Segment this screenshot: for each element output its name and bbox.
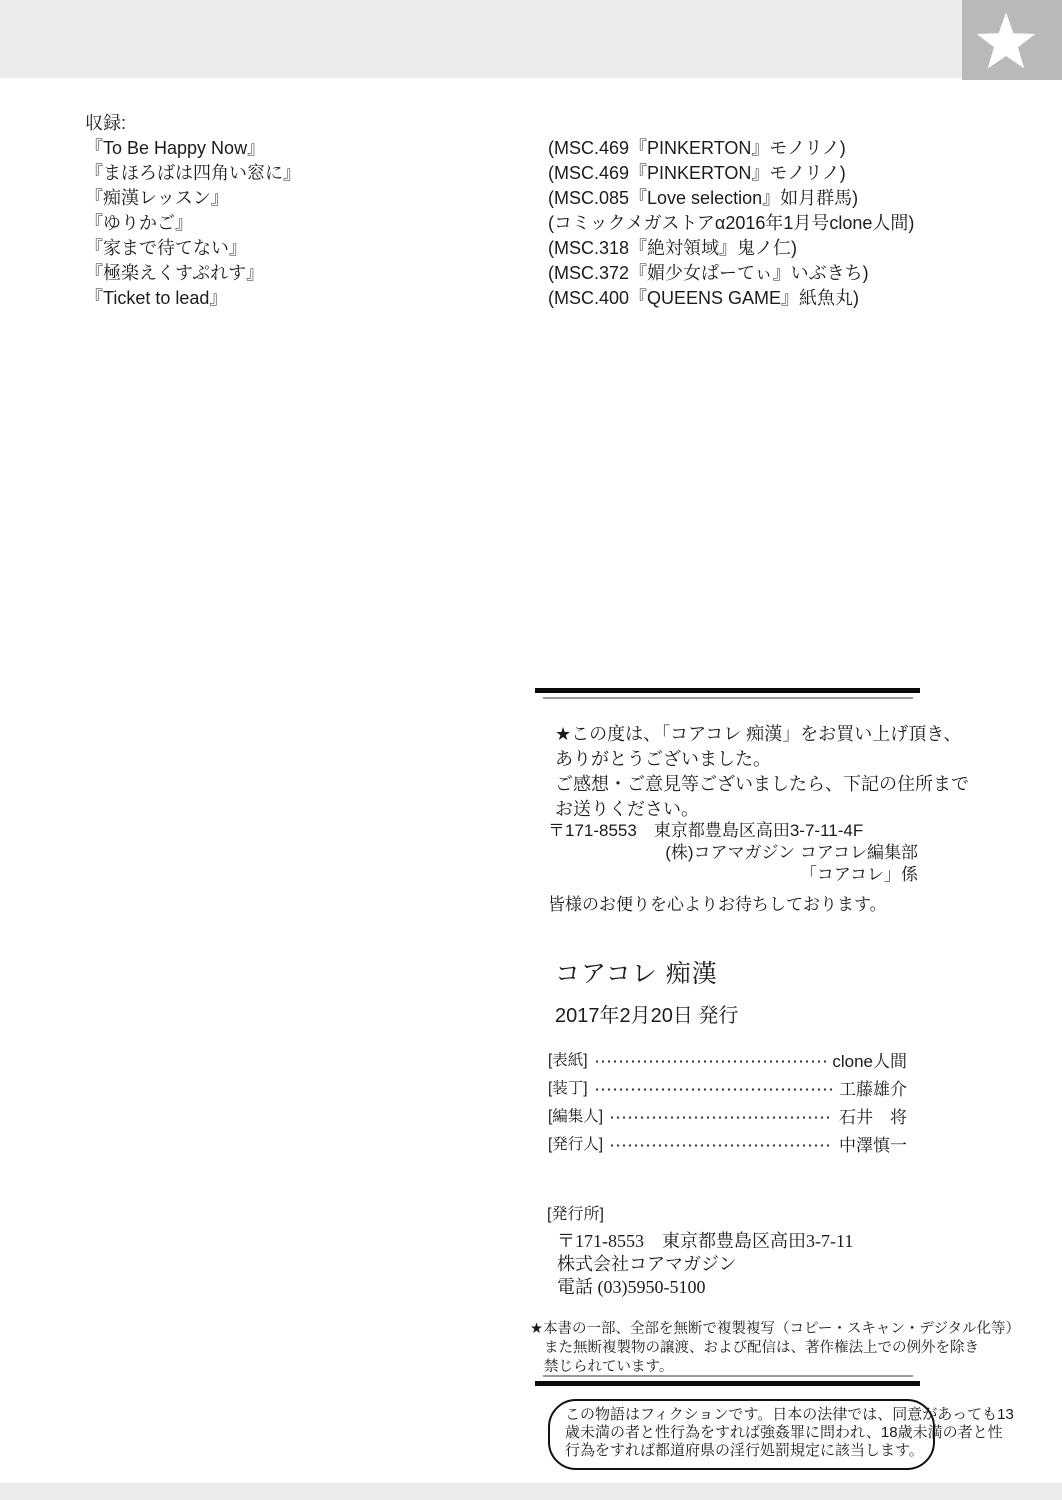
credit-label: [表紙]	[548, 1052, 588, 1069]
publish-date: 2017年2月20日 発行	[555, 1005, 739, 1027]
editorial-address	[535, 820, 935, 886]
toc-entry-source: (MSC.085『Love selection』如月群馬)	[548, 188, 859, 208]
address-postal-line: 〒171-8553 東京都豊島区高田3-7-11-4F	[548, 821, 864, 840]
colophon-column	[530, 0, 1021, 1500]
credit-row	[535, 1129, 935, 1157]
toc-entry-title: 『痴漢レッスン』	[85, 188, 229, 208]
publisher-company: 株式会社コアマガジン	[557, 1254, 737, 1274]
publisher-section	[535, 1201, 935, 1299]
dotted-leader	[594, 1060, 827, 1063]
disclaimer-line: この物語はフィクションです。日本の法律では、同意があっても13	[565, 1406, 1014, 1423]
bottom-divider	[535, 1375, 935, 1386]
thanks-message	[535, 722, 969, 822]
credit-value: 中澤慎一	[839, 1135, 907, 1155]
top-divider	[535, 688, 935, 699]
credit-label: [発行人]	[548, 1136, 604, 1153]
divider-thick-line	[535, 688, 920, 693]
copyright-line: ★本書の一部、全部を無断で複製複写（コピー・スキャン・デジタル化等）	[530, 1321, 1021, 1337]
copyright-line: 禁じられています。	[544, 1359, 674, 1375]
credit-row	[535, 1073, 935, 1101]
toc-entry-title: 『To Be Happy Now』	[85, 138, 266, 158]
divider-thick-line	[535, 1381, 920, 1386]
toc-heading-label: 収録:	[85, 113, 127, 133]
copyright-line: また無断複製物の譲渡、および配信は、著作権法上での例外を除き	[544, 1340, 979, 1356]
publisher-details	[535, 1230, 935, 1299]
bottom-footer-bar	[0, 1483, 1062, 1500]
disclaimer-line: 歳未満の者と性行為をすれば強姦罪に問われ、18歳未満の者と性	[565, 1424, 1003, 1441]
toc-entry-title: 『ゆりかご』	[85, 213, 193, 233]
thanks-line: お送りください。	[555, 799, 699, 819]
toc-entry-source: (MSC.372『媚少女ぱーてぃ』いぶきち)	[548, 263, 869, 283]
toc-entry-source: (MSC.318『絶対領域』鬼ノ仁)	[548, 238, 798, 258]
toc-entry-title: 『Ticket to lead』	[85, 288, 228, 308]
dotted-leader	[609, 1144, 833, 1147]
toc-entry-title: 『極楽えくすぷれす』	[85, 263, 265, 283]
book-title: コアコレ 痴漢	[555, 960, 718, 988]
dotted-leader	[594, 1088, 833, 1091]
divider-thin-line	[543, 697, 913, 699]
address-company-line: (株)コアマガジン コアコレ編集部	[665, 843, 918, 862]
address-attention-line: 「コアコレ」係	[799, 865, 918, 884]
credits-list	[535, 1045, 935, 1157]
credit-label: [装丁]	[548, 1080, 588, 1097]
toc-entry-source: (MSC.469『PINKERTON』モノリノ)	[548, 138, 846, 158]
toc-entry-title: 『家まで待てない』	[85, 238, 247, 258]
credit-row	[535, 1101, 935, 1129]
credit-value: 石井 将	[839, 1107, 907, 1127]
copyright-notice	[530, 1320, 1021, 1377]
thanks-line: ご感想・ご意見等ございましたら、下記の住所まで	[555, 774, 969, 794]
thanks-line: ありがとうございました。	[555, 749, 771, 769]
credit-value: clone人間	[832, 1051, 907, 1071]
divider-thin-line	[543, 1375, 913, 1377]
publisher-postal: 〒171-8553 東京都豊島区高田3-7-11	[557, 1231, 854, 1251]
disclaimer-line: 行為をすれば都道府県の淫行処罰規定に該当します。	[565, 1442, 924, 1459]
credit-value: 工藤雄介	[839, 1079, 907, 1099]
publisher-label: [発行所]	[547, 1206, 604, 1223]
address-closing-line: 皆様のお便りを心よりお待ちしております。	[548, 895, 887, 914]
star-tab	[962, 0, 1062, 80]
toc-entry-title: 『まほろばは四角い窓に』	[85, 163, 301, 183]
toc-entry-source: (MSC.469『PINKERTON』モノリノ)	[548, 163, 846, 183]
dotted-leader	[609, 1116, 833, 1119]
credit-row	[535, 1045, 935, 1073]
thanks-line: ★この度は、「コアコレ 痴漢」をお買い上げ頂き、	[555, 724, 962, 744]
publisher-phone: 電話 (03)5950-5100	[557, 1277, 706, 1297]
toc-entry-source: (コミックメガストアα2016年1月号clone人間)	[548, 213, 915, 233]
toc-entry-source: (MSC.400『QUEENS GAME』紙魚丸)	[548, 288, 860, 308]
fiction-disclaimer-box	[548, 1399, 1014, 1470]
credit-label: [編集人]	[548, 1108, 604, 1125]
